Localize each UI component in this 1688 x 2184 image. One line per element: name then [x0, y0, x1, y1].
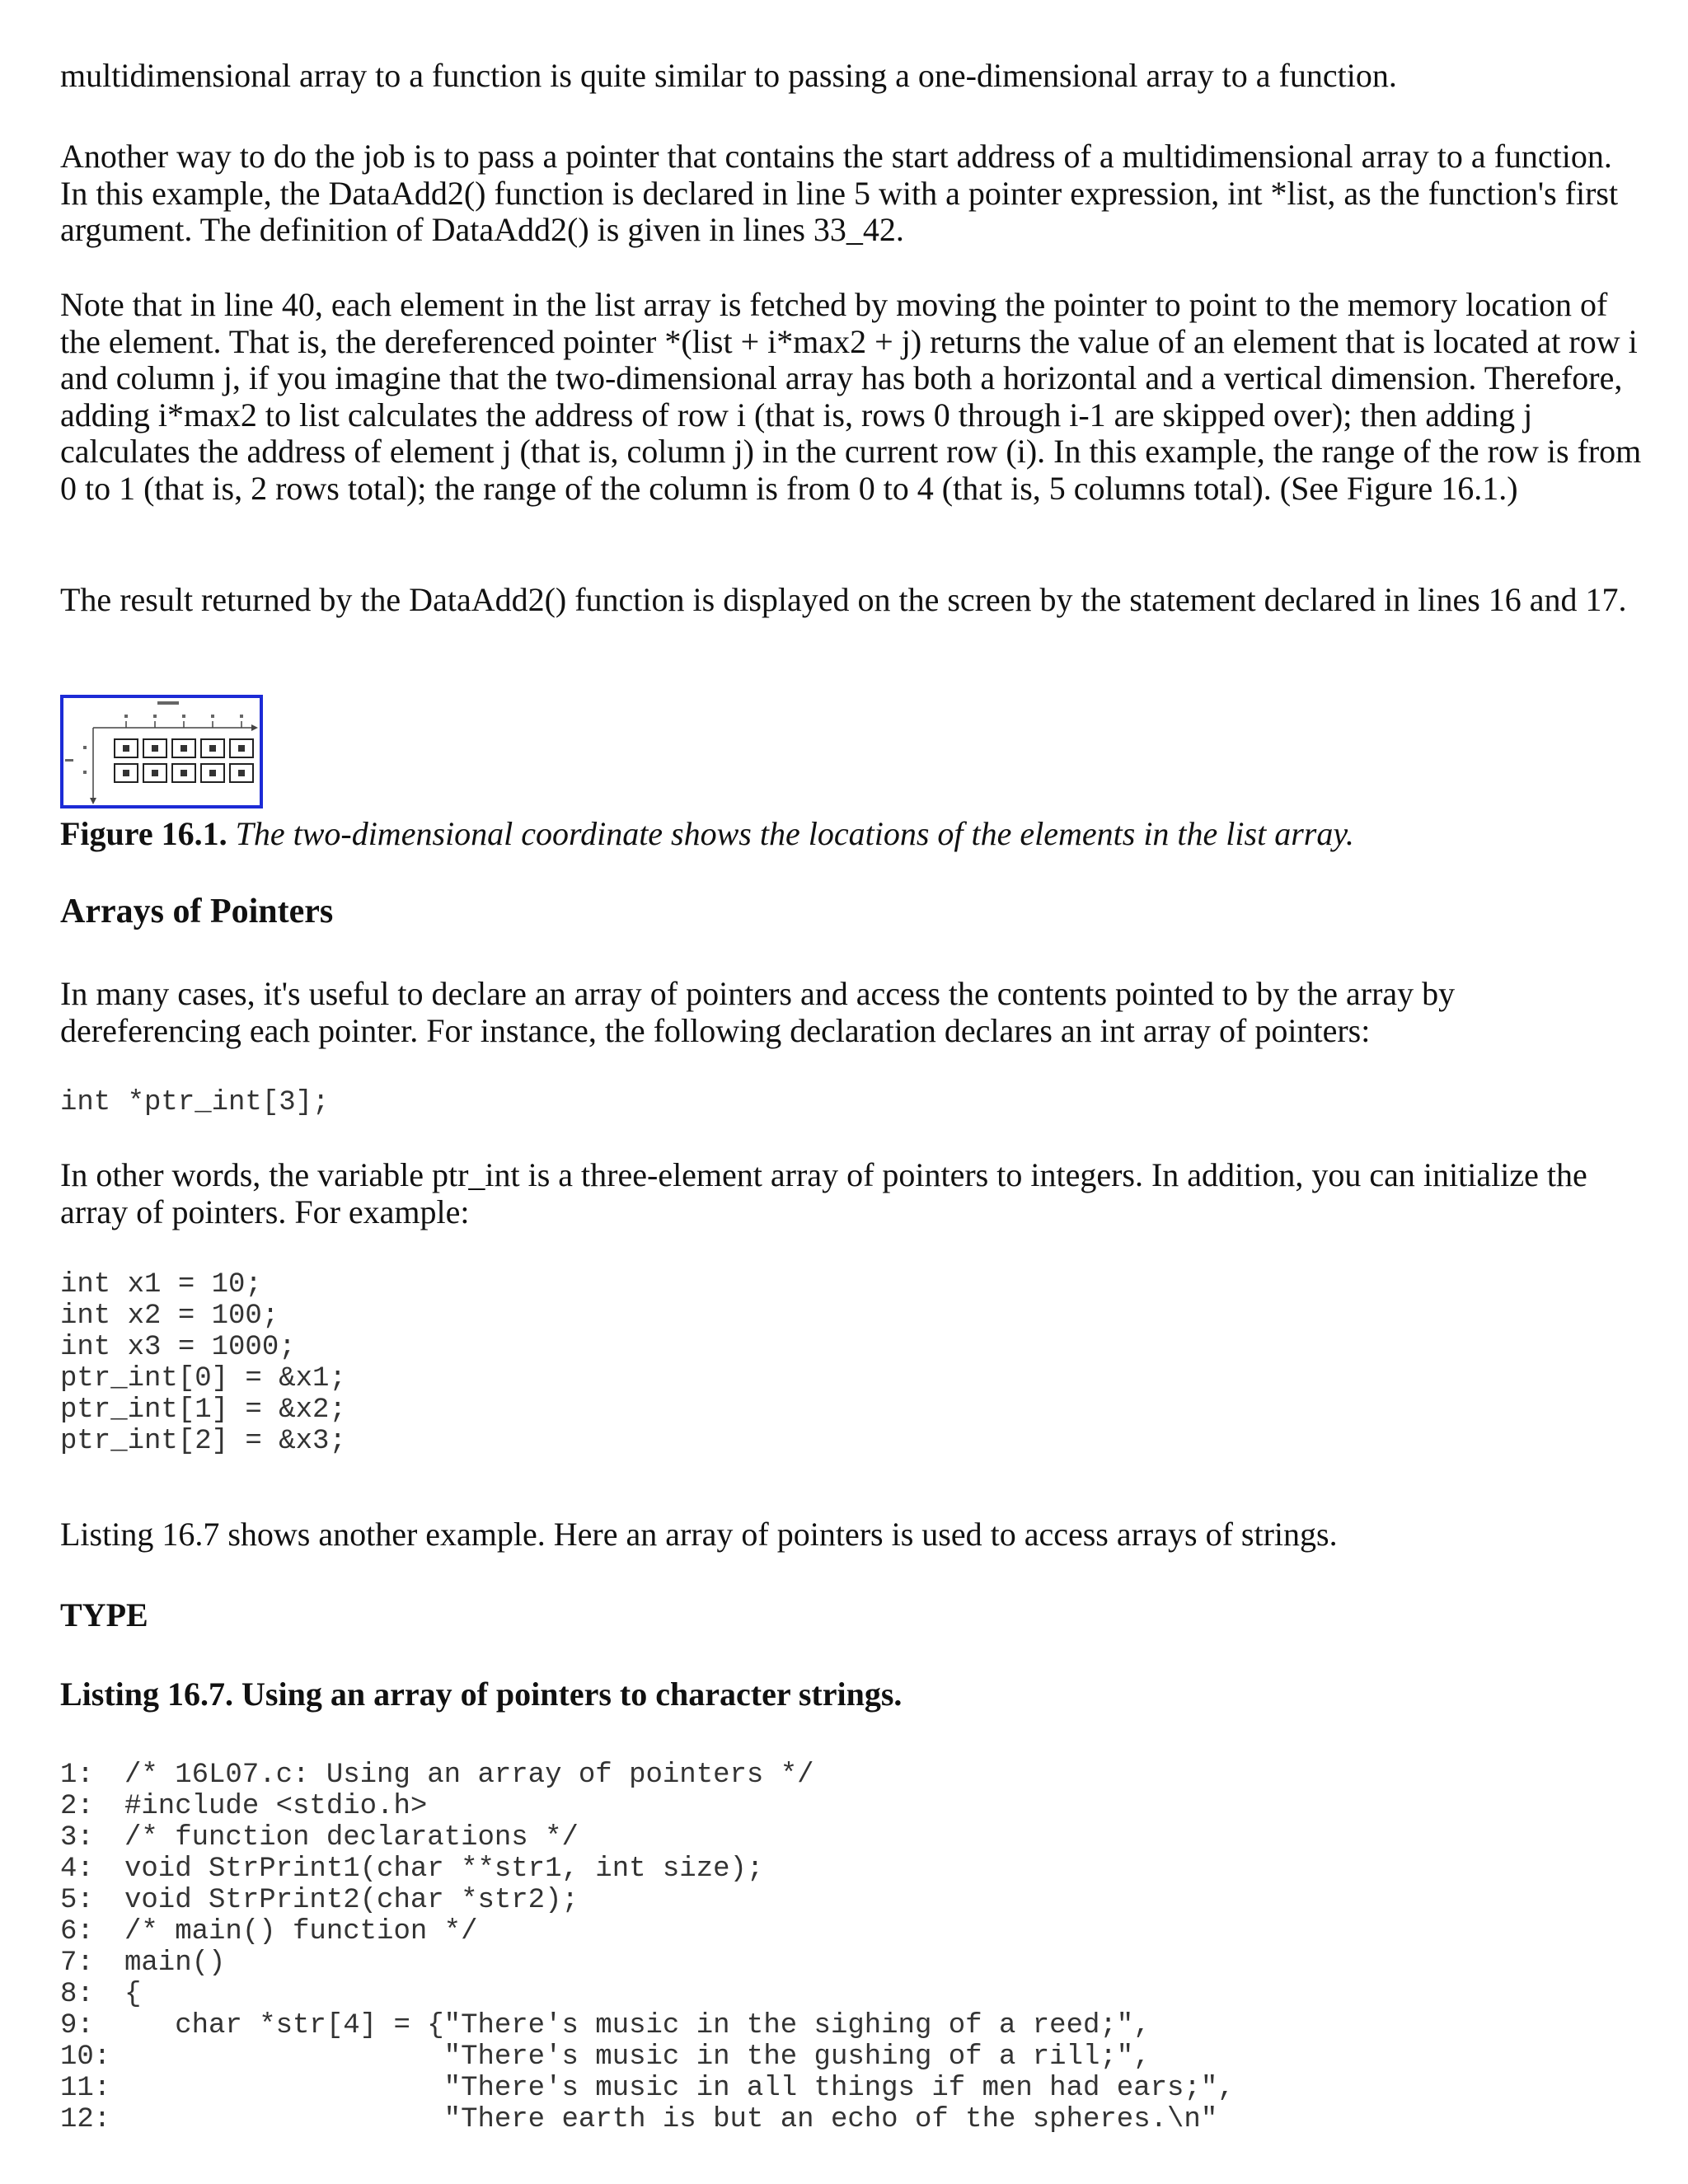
listing-line [60, 2104, 1235, 2135]
line-code: /* main() function */ [124, 1916, 478, 1947]
code-listing [60, 1760, 1235, 2135]
line-code: char *str[4] = {"There's music in the sighing of a reed;", [124, 2010, 1151, 2041]
paragraph-line-40-explanation: Note that in line 40, each element in the list array is fetched by moving the pointer to point to the memory location of the element. That is, the dereferenced pointer *(list + i*max2 + j) returns the value of an element that is located at row i and column j, if you imagine that the two-dimensional array has both a horizontal and a vertical dimension. Therefore, adding i*max2 to list calculates the address of row i (that is, rows 0 through i-1 are skipped over); then adding j calculates the address of element j (that is, column j) in the current row (i). In this example, the range of the row is from 0 to 1 (that is, 2 rows total); the range of the column is from 0 to 4 (that is, 5 columns total). (See Figure 16.1.) [60, 286, 1642, 507]
line-number: 9: [60, 2010, 94, 2041]
line-code: "There's music in the gushing of a rill;", [124, 2041, 1151, 2073]
line-number: 8: [60, 1979, 94, 2010]
line-number: 7: [60, 1947, 94, 1979]
line-number: 10: [60, 2041, 111, 2073]
listing-line [60, 1979, 1235, 2010]
listing-line [60, 1885, 1235, 1916]
listing-line [60, 1916, 1235, 1947]
paragraph-arrays-of-pointers: In many cases, it's useful to declare an array of pointers and access the contents pointed to by the array by dereferencing each pointer. For instance, the following declaration declares an int array of pointers: [60, 975, 1456, 1049]
line-number: 11: [60, 2073, 111, 2104]
line-number: 12: [60, 2104, 111, 2135]
paragraph-result: The result returned by the DataAdd2() function is displayed on the screen by the statement declared in lines 16 and 17. [60, 581, 1627, 618]
line-number: 2: [60, 1791, 94, 1822]
paragraph-intro: multidimensional array to a function is quite similar to passing a one-dimensional array to a function. [60, 57, 1397, 94]
figure-16-1-thumbnail [60, 695, 263, 808]
listing-line [60, 2010, 1235, 2041]
code-declaration: int *ptr_int[3]; [60, 1087, 330, 1118]
listing-line [60, 1822, 1235, 1854]
line-code: { [124, 1979, 142, 2010]
line-code: /* function declarations */ [124, 1822, 579, 1854]
paragraph-pointer-approach: Another way to do the job is to pass a pointer that contains the start address of a multidimensional array to a function. In this example, the DataAdd2() function is declared in line 5 with a pointer expression, int *list, as the function's first argument. The definition of DataAdd2() is given in lines 33_42. [60, 138, 1619, 248]
line-number: 4: [60, 1854, 94, 1885]
paragraph-listing-intro: Listing 16.7 shows another example. Here an array of pointers is used to access arrays of strings. [60, 1516, 1338, 1553]
line-number: 1: [60, 1760, 94, 1791]
line-code: void StrPrint1(char **str1, int size); [124, 1854, 764, 1885]
line-code: "There earth is but an echo of the spheres.\n" [124, 2104, 1218, 2135]
listing-line [60, 1760, 1235, 1791]
type-label: TYPE [60, 1596, 148, 1633]
paragraph-initialize: In other words, the variable ptr_int is a three-element array of pointers to integers. In addition, you can initialize the array of pointers. For example: [60, 1156, 1587, 1230]
listing-line [60, 1791, 1235, 1822]
line-number: 6: [60, 1916, 94, 1947]
line-code: "There's music in all things if men had ears;", [124, 2073, 1235, 2104]
line-number: 3: [60, 1822, 94, 1854]
listing-line [60, 1947, 1235, 1979]
listing-line [60, 2073, 1235, 2104]
listing-line [60, 2041, 1235, 2073]
listing-line [60, 1854, 1235, 1885]
figure-label: Figure 16.1. [60, 815, 227, 852]
listing-title: Listing 16.7. Using an array of pointers to character strings. [60, 1675, 903, 1713]
section-heading: Arrays of Pointers [60, 893, 334, 930]
line-code: #include <stdio.h> [124, 1791, 428, 1822]
line-number: 5: [60, 1885, 94, 1916]
figure-caption [60, 816, 1354, 852]
figure-caption-text: The two-dimensional coordinate shows the locations of the elements in the list array. [235, 815, 1354, 852]
code-initialization: int x1 = 10; int x2 = 100; int x3 = 1000; ptr_int[0] = &x1; ptr_int[1] = &x2; ptr_int[2] = &x3; [60, 1269, 346, 1457]
line-code: /* 16L07.c: Using an array of pointers */ [124, 1760, 814, 1791]
line-code: main() [124, 1947, 226, 1979]
line-code: void StrPrint2(char *str2); [124, 1885, 579, 1916]
